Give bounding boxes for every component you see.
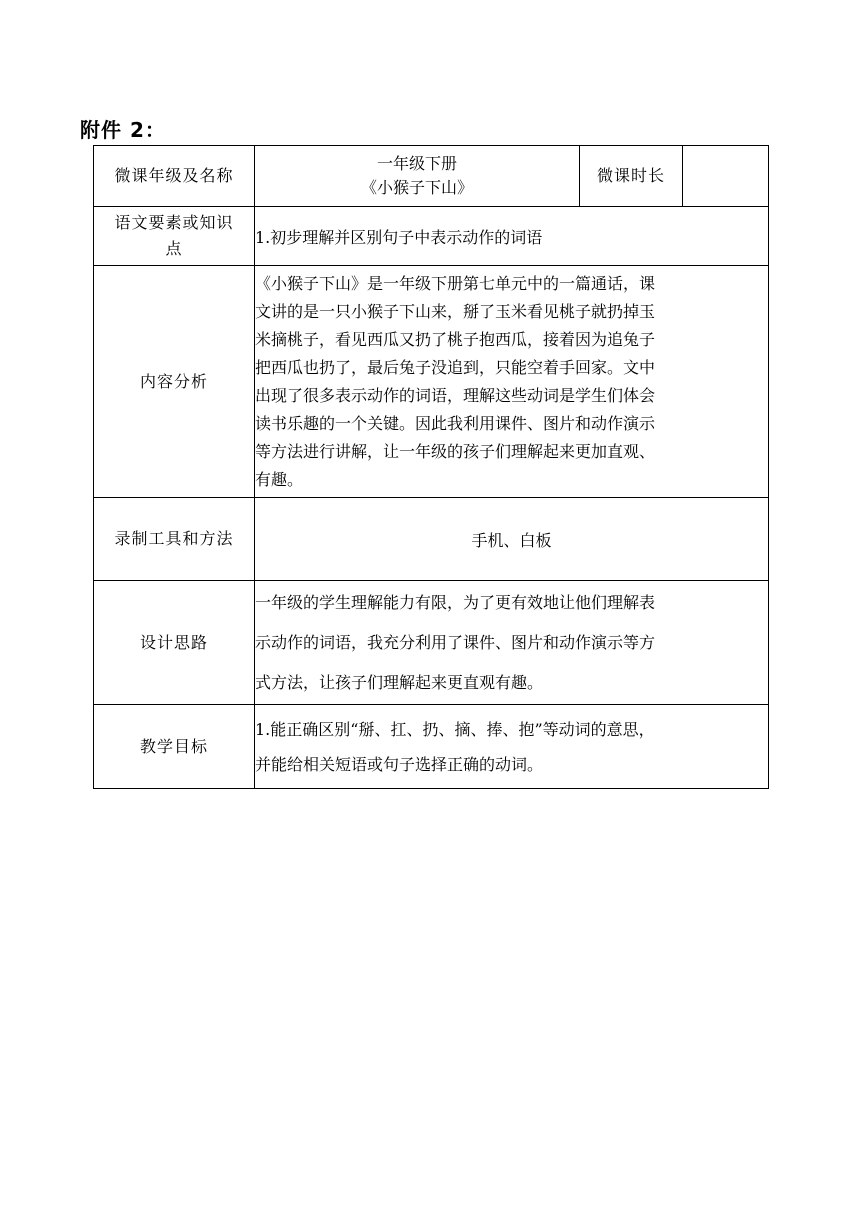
goal-line: 1.能正确区别“掰、扛、扔、摘、捧、抱”等动词的意思， <box>255 719 655 739</box>
knowledge-value: 1.初步理解并区别句子中表示动作的词语 <box>255 227 543 247</box>
table-row-goal <box>94 705 769 789</box>
design-line: 示动作的词语，我充分利用了课件、图片和动作演示等方 <box>255 632 656 652</box>
tools-label: 录制工具和方法 <box>114 529 234 548</box>
knowledge-value-cell <box>255 207 769 266</box>
analysis-line: 文讲的是一只小猴子下山来，掰了玉米看见桃子就扔掉玉 <box>255 301 656 321</box>
analysis-line: 出现了很多表示动作的词语，理解这些动词是学生们体会 <box>255 385 656 405</box>
tools-label-cell <box>94 498 255 581</box>
analysis-line: 米摘桃子，看见西瓜又扔了桃子抱西瓜，接着因为追兔子 <box>255 329 656 349</box>
analysis-line: 读书乐趣的一个关键。因此我利用课件、图片和动作演示 <box>255 413 656 433</box>
analysis-line: 有趣。 <box>255 469 304 489</box>
tools-value: 手机、白板 <box>471 530 552 550</box>
analysis-line: 把西瓜也扔了，最后兔子没追到，只能空着手回家。文中 <box>255 357 656 377</box>
goal-value-cell <box>255 705 769 789</box>
course-label: 微课年级及名称 <box>114 166 234 185</box>
tools-value-cell <box>255 498 769 581</box>
knowledge-label-line2: 点 <box>165 239 183 258</box>
design-line: 式方法，让孩子们理解起来更直观有趣。 <box>255 672 544 692</box>
design-label-cell <box>94 581 255 705</box>
table-row-course <box>94 146 769 207</box>
course-name-cell <box>255 146 580 207</box>
duration-value-cell <box>683 146 769 207</box>
course-title: 《小猴子下山》 <box>360 178 473 197</box>
analysis-value-cell <box>255 266 769 498</box>
knowledge-label-line1: 语文要素或知识 <box>114 213 234 232</box>
table-row-knowledge <box>94 207 769 266</box>
micro-lesson-form-table <box>93 145 769 789</box>
analysis-label-cell <box>94 266 255 498</box>
design-value-cell <box>255 581 769 705</box>
analysis-line: 《小猴子下山》是一年级下册第七单元中的一篇通话，课 <box>255 273 656 293</box>
attachment-title: 附件 2： <box>80 118 166 142</box>
knowledge-label-cell <box>94 207 255 266</box>
goal-label-cell <box>94 705 255 789</box>
goal-label: 教学目标 <box>139 736 208 756</box>
table-row-tools <box>94 498 769 581</box>
course-label-cell <box>94 146 255 207</box>
design-label: 设计思路 <box>139 632 208 652</box>
design-line: 一年级的学生理解能力有限，为了更有效地让他们理解表 <box>255 592 656 612</box>
analysis-line: 等方法进行讲解，让一年级的孩子们理解起来更加直观、 <box>255 441 656 461</box>
analysis-label: 内容分析 <box>139 371 208 391</box>
duration-label: 微课时长 <box>596 166 665 185</box>
table-row-design <box>94 581 769 705</box>
goal-line: 并能给相关短语或句子选择正确的动词。 <box>255 754 544 774</box>
course-grade: 一年级下册 <box>376 154 457 173</box>
table-row-analysis <box>94 266 769 498</box>
duration-label-cell <box>580 146 683 207</box>
